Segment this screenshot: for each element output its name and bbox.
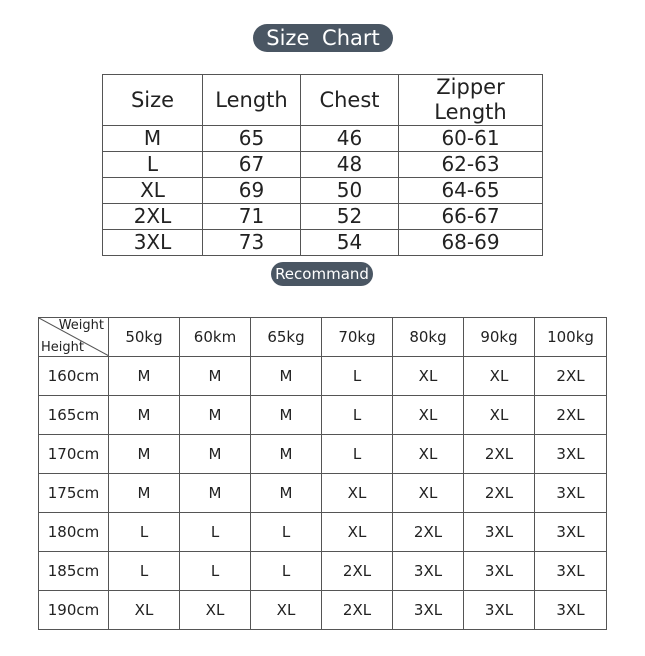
- size-cell: XL: [393, 435, 464, 474]
- table-row: [39, 357, 607, 396]
- zipper-length-cell: 68-69: [399, 230, 543, 256]
- size-chart-header: Length: [203, 75, 301, 126]
- size-cell: 3XL: [103, 230, 203, 256]
- table-row: [39, 474, 607, 513]
- size-cell: M: [251, 474, 322, 513]
- size-cell: 3XL: [535, 513, 607, 552]
- weight-header: 50kg: [109, 318, 180, 357]
- size-chart-header: Chest: [301, 75, 399, 126]
- size-cell: 3XL: [535, 591, 607, 630]
- size-cell: 2XL: [393, 513, 464, 552]
- size-cell: XL: [464, 396, 535, 435]
- size-cell: XL: [322, 513, 393, 552]
- recommend-table: [38, 317, 607, 630]
- size-cell: 3XL: [535, 435, 607, 474]
- size-cell: L: [322, 435, 393, 474]
- table-row: [39, 513, 607, 552]
- size-cell: M: [109, 357, 180, 396]
- size-cell: M: [251, 435, 322, 474]
- size-cell: L: [322, 357, 393, 396]
- length-cell: 67: [203, 152, 301, 178]
- table-row: [39, 552, 607, 591]
- table-row: [103, 126, 543, 152]
- weight-header: 100kg: [535, 318, 607, 357]
- size-cell: M: [109, 474, 180, 513]
- size-cell: 3XL: [393, 591, 464, 630]
- size-cell: XL: [393, 357, 464, 396]
- table-row: [103, 230, 543, 256]
- chest-cell: 48: [301, 152, 399, 178]
- height-cell: 190cm: [39, 591, 109, 630]
- weight-label: Weight: [58, 318, 104, 333]
- size-cell: XL: [393, 474, 464, 513]
- height-cell: 165cm: [39, 396, 109, 435]
- size-cell: L: [251, 513, 322, 552]
- size-cell: XL: [464, 357, 535, 396]
- length-cell: 73: [203, 230, 301, 256]
- size-cell: XL: [322, 474, 393, 513]
- size-cell: L: [251, 552, 322, 591]
- length-cell: 65: [203, 126, 301, 152]
- size-cell: L: [322, 396, 393, 435]
- size-cell: 2XL: [535, 357, 607, 396]
- recommend-title: Recommand: [271, 262, 373, 286]
- zipper-length-cell: 62-63: [399, 152, 543, 178]
- recommend-header-row: [39, 318, 607, 357]
- weight-header: 60km: [180, 318, 251, 357]
- chest-cell: 46: [301, 126, 399, 152]
- size-cell: 3XL: [464, 552, 535, 591]
- size-cell: L: [109, 552, 180, 591]
- size-cell: L: [109, 513, 180, 552]
- size-cell: 2XL: [464, 474, 535, 513]
- table-row: [39, 591, 607, 630]
- height-cell: 175cm: [39, 474, 109, 513]
- size-cell: 2XL: [322, 552, 393, 591]
- height-label: Height: [41, 340, 84, 355]
- length-cell: 69: [203, 178, 301, 204]
- size-cell: 2XL: [464, 435, 535, 474]
- zipper-length-cell: 66-67: [399, 204, 543, 230]
- size-cell: L: [180, 513, 251, 552]
- size-cell: 3XL: [464, 591, 535, 630]
- table-row: [39, 435, 607, 474]
- height-cell: 180cm: [39, 513, 109, 552]
- size-cell: L: [103, 152, 203, 178]
- size-cell: XL: [180, 591, 251, 630]
- height-cell: 160cm: [39, 357, 109, 396]
- size-cell: 2XL: [535, 396, 607, 435]
- size-cell: XL: [109, 591, 180, 630]
- table-row: [39, 396, 607, 435]
- chest-cell: 54: [301, 230, 399, 256]
- size-cell: M: [109, 396, 180, 435]
- size-cell: 3XL: [535, 552, 607, 591]
- size-cell: M: [180, 435, 251, 474]
- chest-cell: 50: [301, 178, 399, 204]
- size-cell: 3XL: [393, 552, 464, 591]
- weight-header: 90kg: [464, 318, 535, 357]
- size-cell: 3XL: [464, 513, 535, 552]
- chest-cell: 52: [301, 204, 399, 230]
- size-cell: M: [180, 396, 251, 435]
- size-cell: M: [251, 396, 322, 435]
- size-cell: M: [180, 357, 251, 396]
- size-chart-header-row: [103, 75, 543, 126]
- size-cell: M: [180, 474, 251, 513]
- size-cell: XL: [393, 396, 464, 435]
- table-row: [103, 178, 543, 204]
- size-cell: M: [109, 435, 180, 474]
- size-cell: L: [180, 552, 251, 591]
- table-row: [103, 204, 543, 230]
- height-cell: 185cm: [39, 552, 109, 591]
- size-cell: 2XL: [322, 591, 393, 630]
- size-cell: 2XL: [103, 204, 203, 230]
- size-chart-title: Size Chart: [253, 24, 393, 52]
- size-cell: 3XL: [535, 474, 607, 513]
- size-chart-header: Zipper Length: [399, 75, 543, 126]
- zipper-length-cell: 64-65: [399, 178, 543, 204]
- size-cell: M: [103, 126, 203, 152]
- size-chart-header: Size: [103, 75, 203, 126]
- height-cell: 170cm: [39, 435, 109, 474]
- weight-header: 80kg: [393, 318, 464, 357]
- size-cell: XL: [103, 178, 203, 204]
- size-cell: M: [251, 357, 322, 396]
- size-chart-table: [102, 74, 543, 256]
- length-cell: 71: [203, 204, 301, 230]
- table-row: [103, 152, 543, 178]
- weight-header: 65kg: [251, 318, 322, 357]
- corner-cell: [39, 318, 109, 357]
- weight-header: 70kg: [322, 318, 393, 357]
- size-cell: XL: [251, 591, 322, 630]
- zipper-length-cell: 60-61: [399, 126, 543, 152]
